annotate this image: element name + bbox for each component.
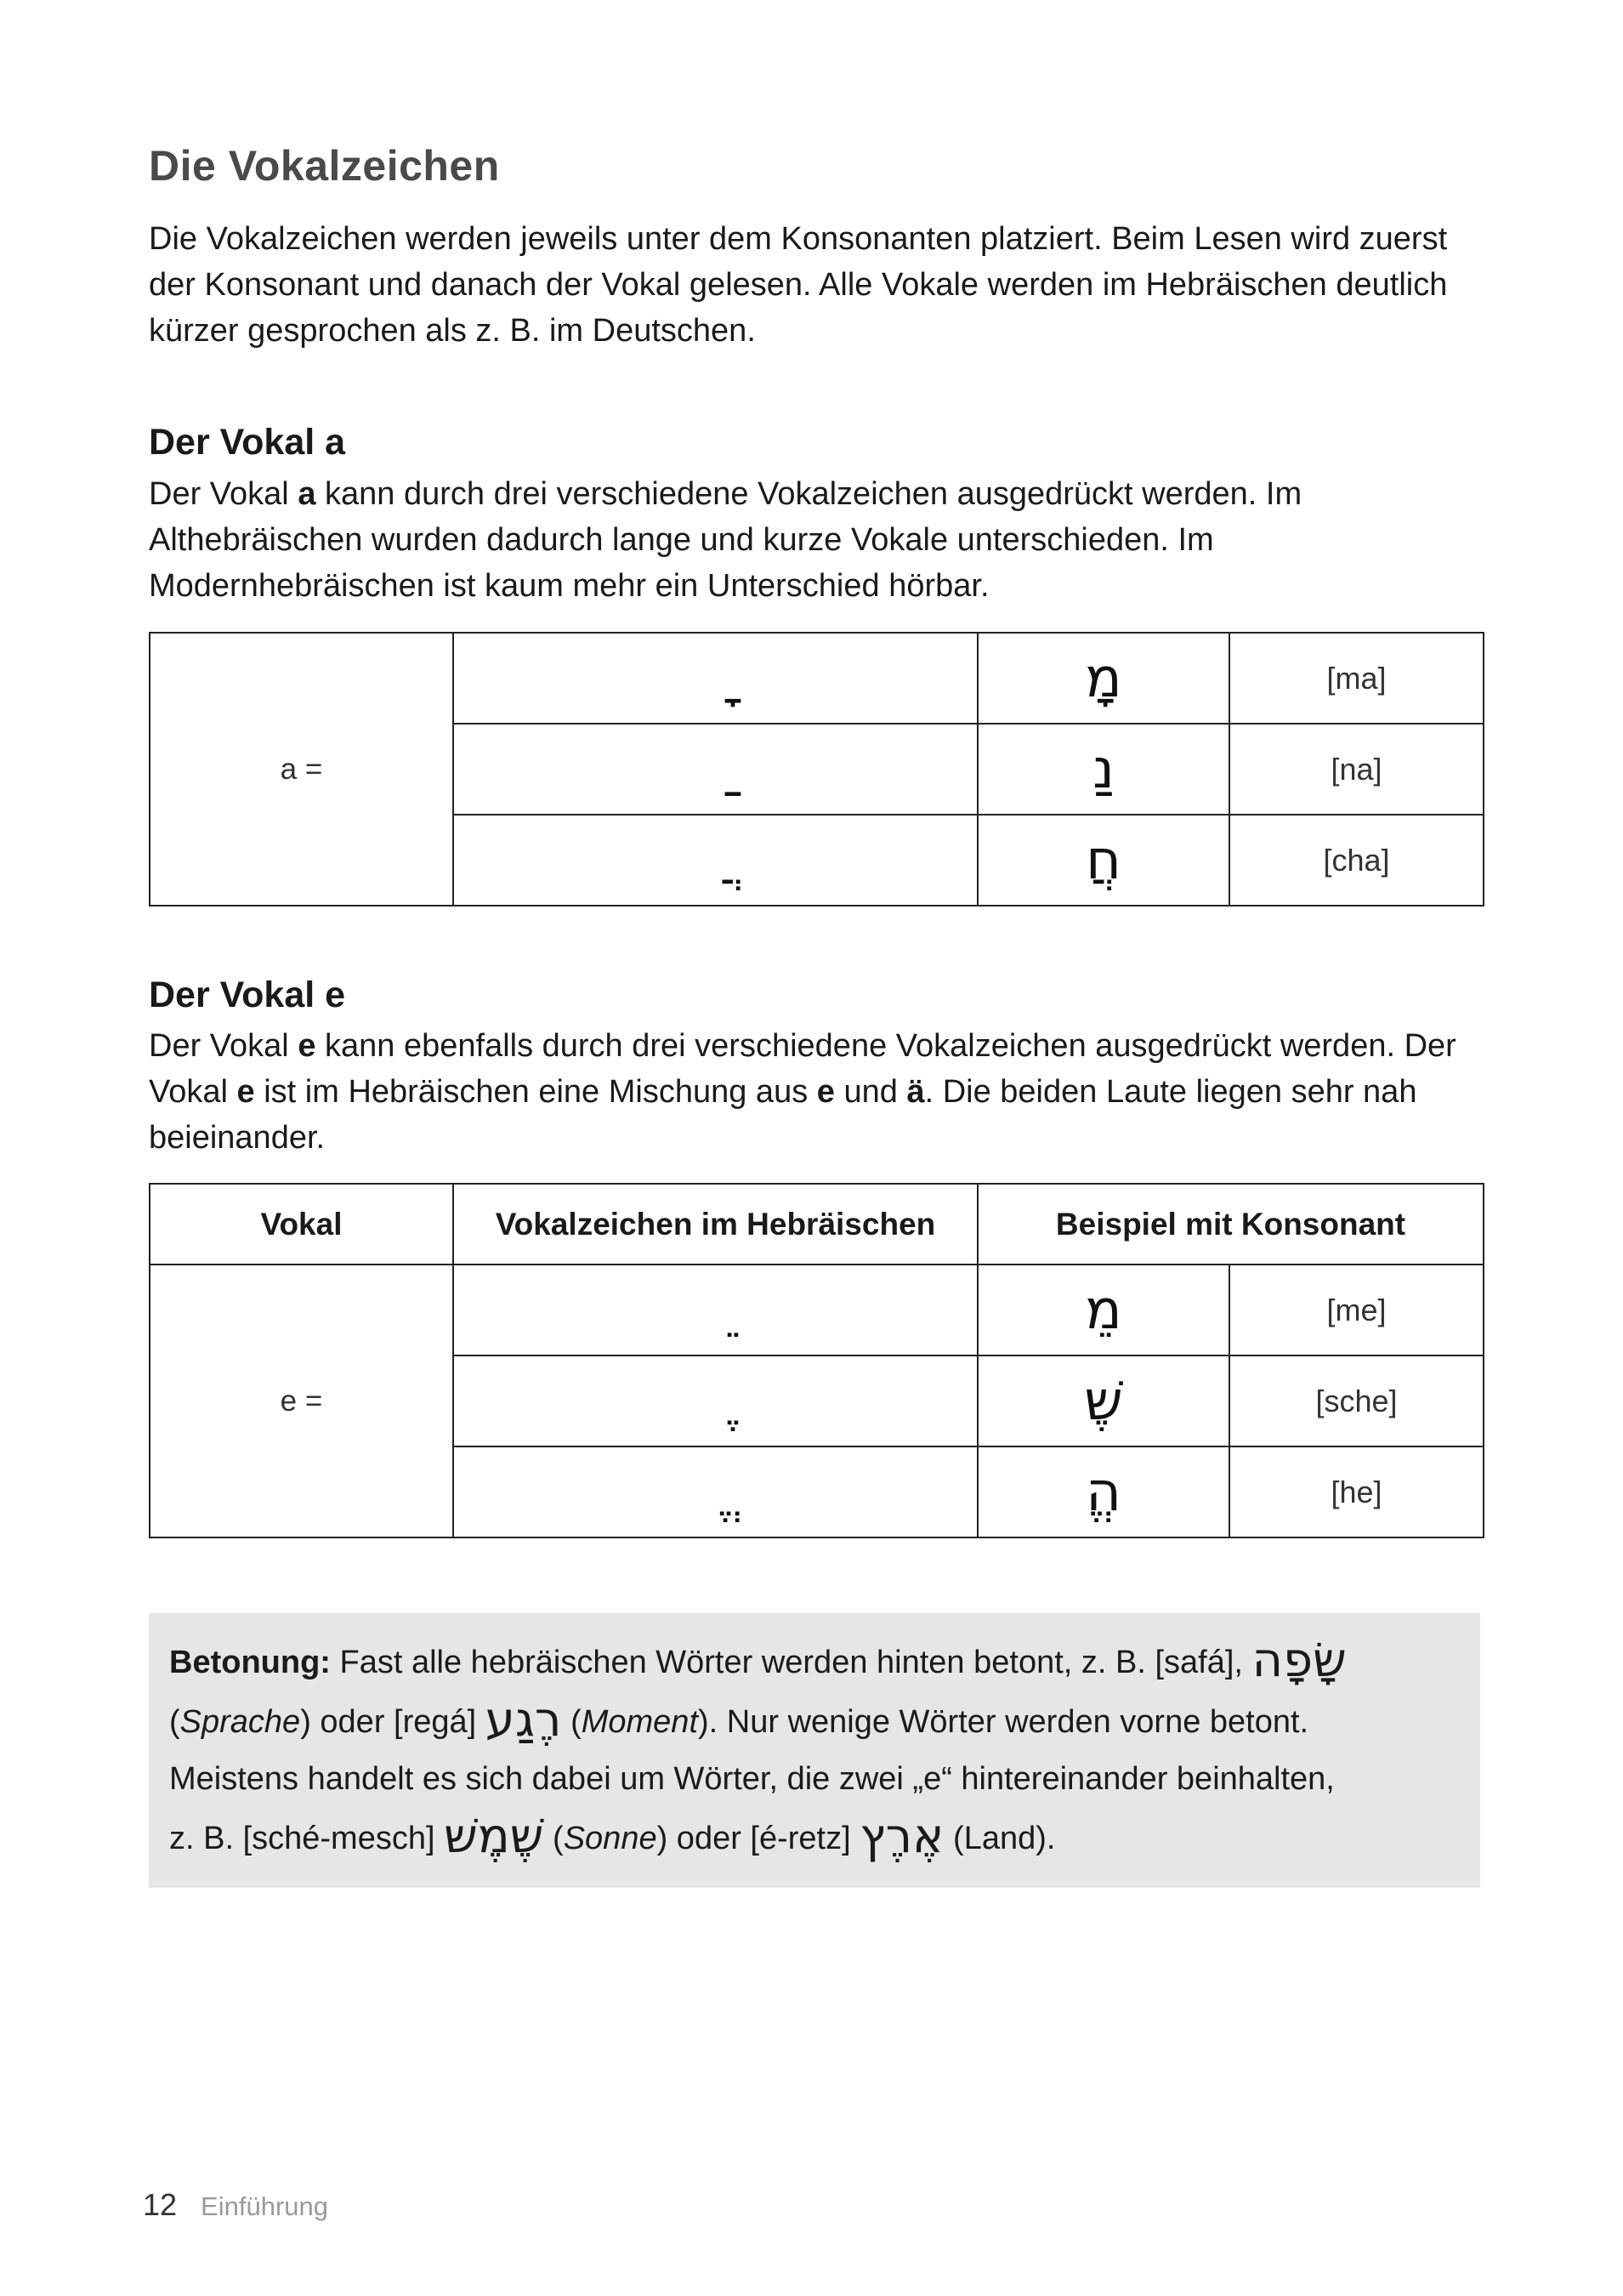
table-header-row <box>150 1184 1484 1265</box>
note-line: Betonung: Fast alle hebräischen Wörter werden hinten betont, z. B. [safá], שָׂפָה <box>169 1633 1347 1688</box>
note-label: Betonung: <box>169 1645 331 1680</box>
stress-note-box <box>149 1613 1480 1888</box>
column-header: Vokalzeichen im Hebräischen <box>453 1184 978 1265</box>
example-letter: מָ <box>978 633 1229 724</box>
hebrew-word-safa: שָׂפָה <box>1251 1633 1347 1688</box>
table-row <box>150 633 1484 724</box>
page-title: Die Vokalzeichen <box>149 142 500 190</box>
transliteration: [cha] <box>1229 815 1484 906</box>
example-letter: הֱ <box>978 1446 1229 1537</box>
vowel-label: e = <box>150 1265 453 1537</box>
page-number: 12 <box>143 2187 178 2222</box>
vowel-a-paragraph: Der Vokal a kann durch drei verschiedene Vokalzeichen ausgedrückt werden. Im Althebräischen wurden dadurch lange und kurze Vokale unterschieden. Im Modernhebräischen ist kaum mehr ein Unterschied hörbar. <box>149 476 1302 604</box>
note-line: z. B. [sché-mesch] שֶׁמֶשׁ (Sonne) oder [é-retz] אֶרֶץ (Land). <box>169 1809 1056 1864</box>
vowel-e-paragraph: Der Vokal e kann ebenfalls durch drei verschiedene Vokalzeichen ausgedrückt werden. Der Vokal e ist im Hebräischen eine Mischung aus e und ä. Die beiden Laute liegen sehr nah beieinander. <box>149 1028 1456 1156</box>
vowel-label: a = <box>150 633 453 906</box>
transliteration: [ma] <box>1229 633 1484 724</box>
transliteration: [na] <box>1229 724 1484 815</box>
column-header: Beispiel mit Konsonant <box>978 1184 1484 1265</box>
note-line: (Sprache) oder [regá] רֶגַע (Moment). Nur wenige Wörter werden vorne betont. <box>169 1692 1309 1748</box>
hebrew-word-shemesh: שֶׁמֶשׁ <box>444 1809 544 1864</box>
transliteration: [me] <box>1229 1265 1484 1355</box>
page-footer <box>143 2187 328 2223</box>
transliteration: [sche] <box>1229 1355 1484 1446</box>
section-title-vowel-e: Der Vokal e <box>149 975 346 1015</box>
example-letter: מֵ <box>978 1265 1229 1355</box>
vowel-sign <box>453 1446 978 1537</box>
vowel-a-table <box>149 632 1484 906</box>
example-letter: נַ <box>978 724 1229 815</box>
vowel-e-table <box>149 1183 1484 1538</box>
column-header: Vokal <box>150 1184 453 1265</box>
table-row <box>150 1265 1484 1355</box>
section-title-vowel-a: Der Vokal a <box>149 422 346 463</box>
vowel-sign <box>453 633 978 724</box>
footer-section: Einführung <box>201 2191 328 2221</box>
example-letter: שֶׁ <box>978 1355 1229 1446</box>
vowel-sign <box>453 724 978 815</box>
intro-paragraph: Die Vokalzeichen werden jeweils unter dem Konsonanten platziert. Beim Lesen wird zuerst der Konsonant und danach der Vokal gelesen. Alle Vokale werden im Hebräischen deutlich kürzer gesprochen als z. B. im Deutschen. <box>149 221 1448 349</box>
note-line: Meistens handelt es sich dabei um Wörter, die zwei „e“ hintereinander beinhalten, <box>169 1761 1335 1797</box>
example-letter: חֲ <box>978 815 1229 906</box>
vowel-sign <box>453 1355 978 1446</box>
hebrew-word-rega: רֶגַע <box>485 1692 562 1748</box>
vowel-sign <box>453 815 978 906</box>
vowel-sign <box>453 1265 978 1355</box>
hebrew-word-eretz: אֶרֶץ <box>860 1809 945 1864</box>
transliteration: [he] <box>1229 1446 1484 1537</box>
